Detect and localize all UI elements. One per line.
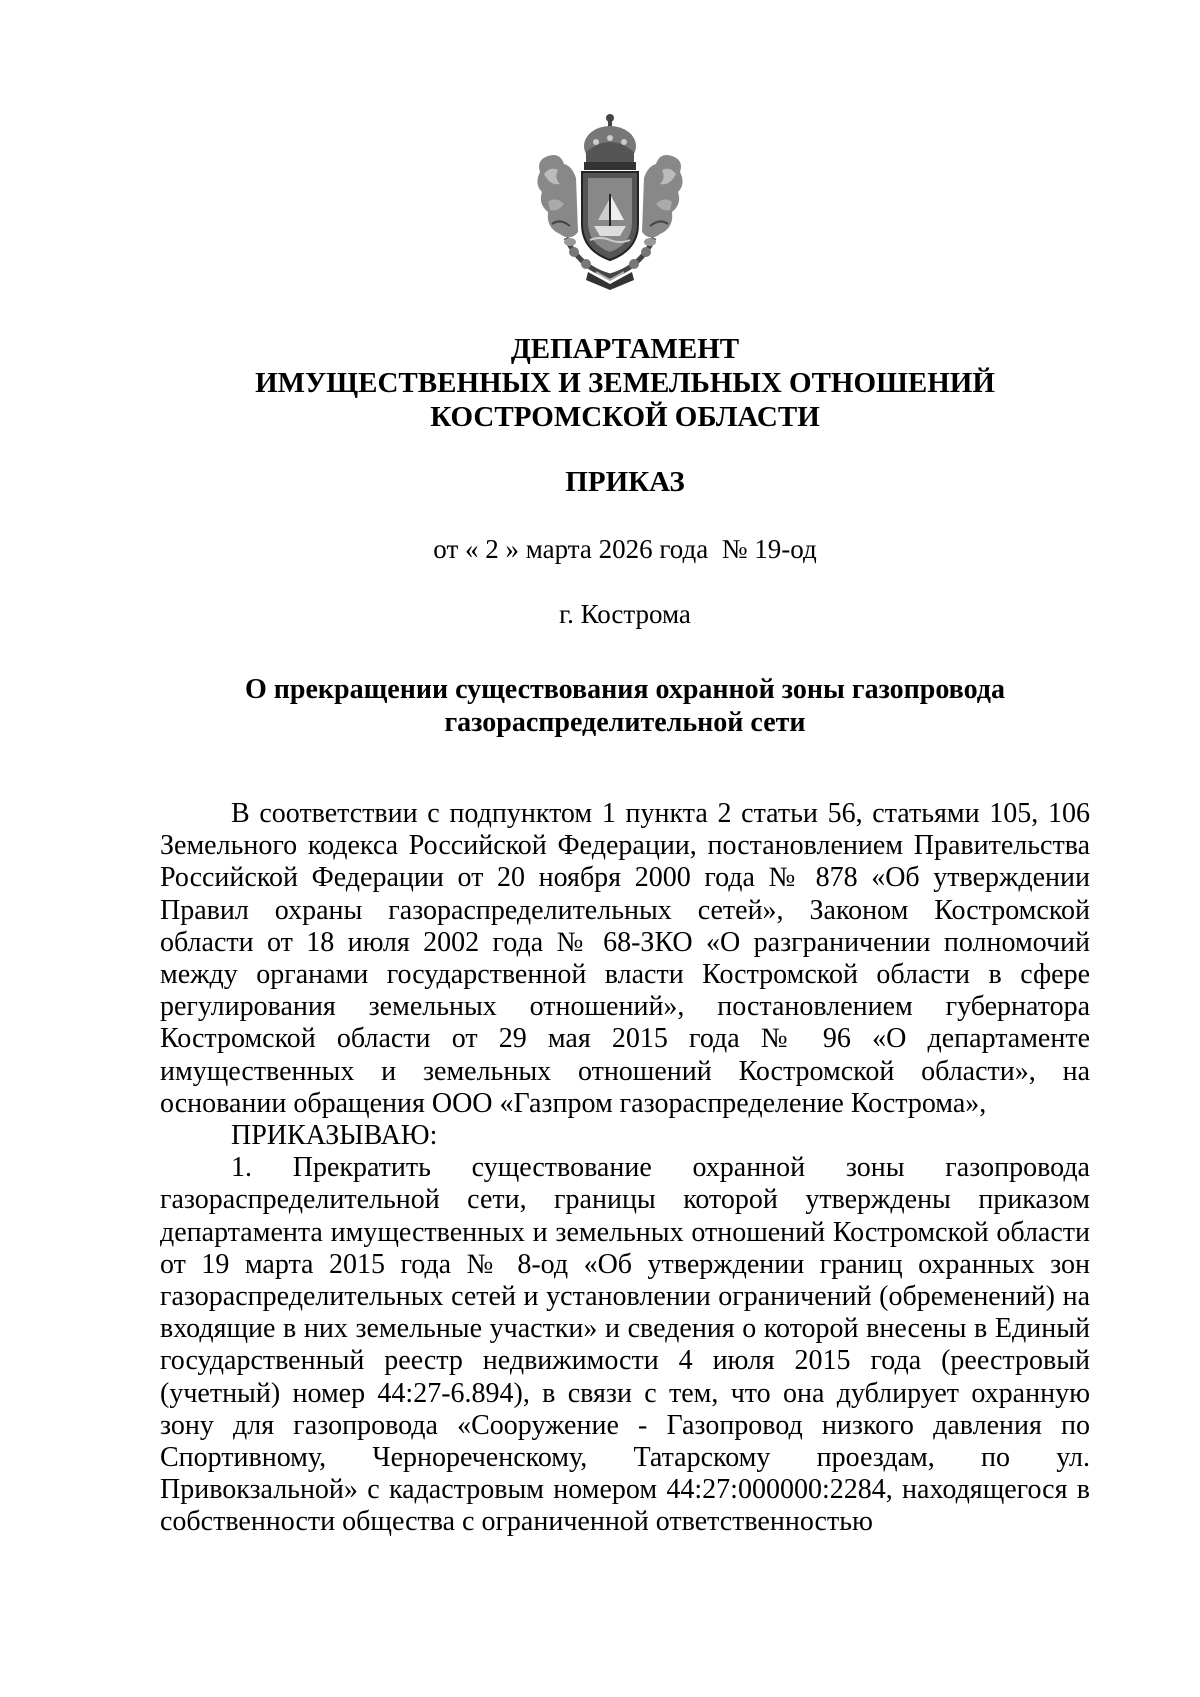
- order-word: ПРИКАЗЫВАЮ:: [231, 1120, 438, 1152]
- preamble-paragraph: В соответствии с подпунктом 1 пункта 2 статьи 56, статьями 105, 106 Земельного кодекса Российской Федерации, постановлением Правительства Российской Федерации от 20 ноября 2000 года № 878 «Об утверждении Правил охраны газораспределительных сетей», Законом Костромской области от 18 июля 2002 года № 68-ЗКО «О разграничении полномочий между органами государственной власти Костромской области в сфере регулирования земельных отношений», постановлением губернатора Костромской области от 29 мая 2015 года № 96 «О департаменте имущественных и земельных отношений Костромской области», на основании обращения ООО «Газпром газораспределение Кострома»,: [160, 798, 1090, 1119]
- order-title: ПРИКАЗ: [565, 466, 685, 498]
- order-city: г. Кострома: [559, 599, 691, 629]
- header-line-1: ДЕПАРТАМЕНТ: [510, 333, 740, 365]
- header-line-3: КОСТРОМСКОЙ ОБЛАСТИ: [430, 401, 820, 433]
- order-date-number: от « 2 » марта 2026 года № 19-од: [433, 534, 817, 564]
- department-header: [160, 332, 1090, 434]
- subject-line-2: газораспределительной сети: [444, 707, 806, 738]
- left-lion-icon: [537, 155, 578, 238]
- order-body: [160, 798, 1090, 1539]
- header-line-2: ИМУЩЕСТВЕННЫХ И ЗЕМЕЛЬНЫХ ОТНОШЕНИЙ: [255, 367, 995, 399]
- crown-icon: [584, 114, 636, 170]
- kostroma-coat-of-arms-icon: [530, 112, 690, 290]
- point-1-paragraph: 1. Прекратить существование охранной зоны газопровода газораспределительной сети, границы которой утверждены приказом департамента имущественных и земельных отношений Костромской области от 19 марта 2015 года № 8-од «Об утверждении границ охранных зон газораспределительных сетей и установлении ограничений (обременений) на входящие в них земельные участки» и сведения о которой внесены в Единый государственный реестр недвижимости 4 июля 2015 года (реестровый (учетный) номер 44:27-6.894), в связи с тем, что она дублирует охранную зону для газопровода «Сооружение - Газопровод низкого давления по Спортивному, Чернореченскому, Татарскому проездам, по ул. Привокзальной» с кадастровым номером 44:27:000000:2284, находящегося в собственности общества с ограниченной ответственностью: [160, 1152, 1090, 1538]
- shield-icon: [582, 172, 638, 260]
- order-subject: [160, 673, 1090, 739]
- subject-line-1: О прекращении существования охранной зоны газопровода: [245, 674, 1005, 705]
- right-lion-icon: [642, 155, 683, 238]
